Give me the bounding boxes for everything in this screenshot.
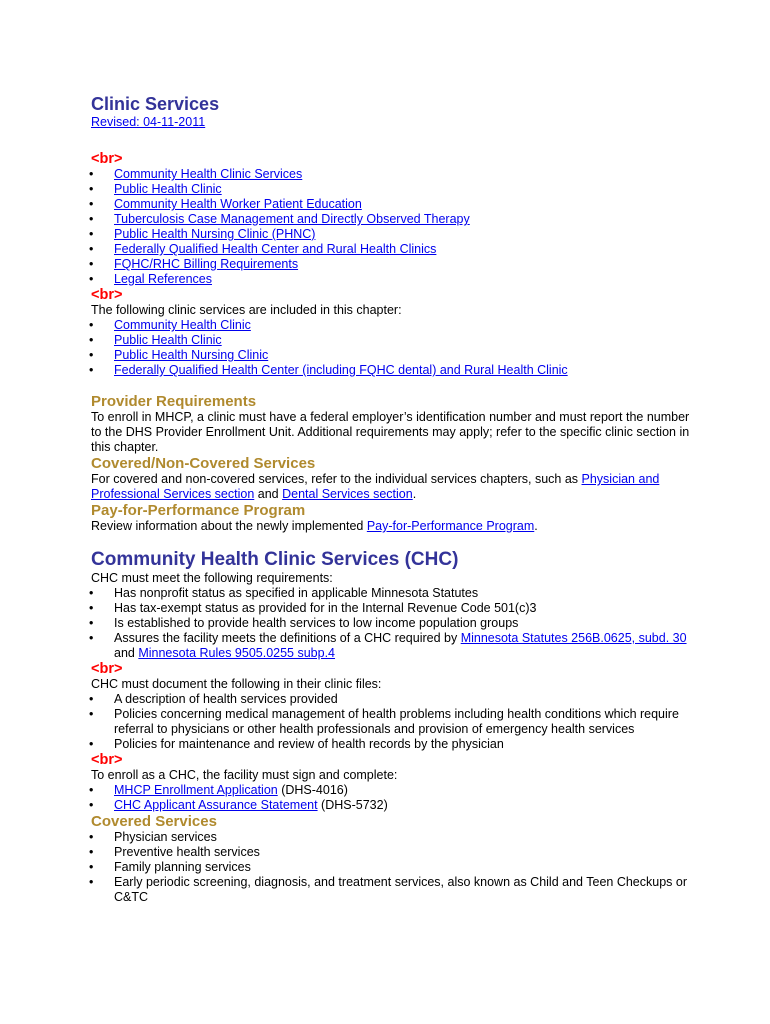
list-item <box>91 586 691 601</box>
list-item <box>91 798 691 813</box>
br-marker: <br> <box>91 752 123 768</box>
text-run: and <box>254 487 283 501</box>
bullet-icon: • <box>89 707 94 721</box>
list-item <box>91 257 691 272</box>
bullet-icon: • <box>89 242 94 256</box>
toc-link[interactable]: Community Health Worker Patient Education <box>114 197 362 211</box>
bullet-icon: • <box>89 860 94 874</box>
covered-noncovered-text <box>91 472 691 502</box>
text-run: . <box>412 487 417 501</box>
toc-link[interactable]: Tuberculosis Case Management and Directly Observed Therapy <box>114 212 470 226</box>
included-link[interactable]: Public Health Nursing Clinic <box>114 348 269 362</box>
bullet-icon: • <box>89 845 94 859</box>
section-heading-p4p: Pay-for-Performance Program <box>91 502 306 519</box>
list-item <box>91 860 691 875</box>
list-item <box>91 242 691 257</box>
chc-heading: Community Health Clinic Services (CHC) <box>91 549 459 570</box>
intro-text: The following clinic services are included in this chapter: <box>91 303 402 317</box>
toc-link[interactable]: Legal References <box>114 272 212 286</box>
list-item <box>91 631 691 661</box>
list-item <box>91 212 691 227</box>
physician-services-link[interactable]: Physician and Professional Services section <box>91 472 660 501</box>
list-item <box>91 363 691 378</box>
bullet-icon: • <box>89 333 94 347</box>
section-heading-covered-noncovered: Covered/Non-Covered Services <box>91 455 316 472</box>
list-item <box>91 348 691 363</box>
list-text: A description of health services provided <box>114 692 338 706</box>
bullet-icon: • <box>89 227 94 241</box>
list-item <box>91 845 691 860</box>
list-text: Is established to provide health services to low income population groups <box>114 616 519 630</box>
chc-req-list <box>91 586 691 661</box>
bullet-icon: • <box>89 257 94 271</box>
list-text: Early periodic screening, diagnosis, and treatment services, also known as Child and Teen Checkups or C&TC <box>114 875 687 904</box>
list-text: (DHS-5732) <box>317 798 388 812</box>
br-marker: <br> <box>91 151 123 167</box>
chc-enroll-list <box>91 783 691 813</box>
text-run: Review information about the newly implemented <box>91 519 367 533</box>
covered-list <box>91 830 691 905</box>
toc-list <box>91 167 691 287</box>
list-text: Family planning services <box>114 860 251 874</box>
p4p-link[interactable]: Pay-for-Performance Program <box>366 519 535 533</box>
list-item <box>91 783 691 798</box>
list-item <box>91 333 691 348</box>
toc-link[interactable]: Federally Qualified Health Center and Rural Health Clinics <box>114 242 437 256</box>
bullet-icon: • <box>89 692 94 706</box>
list-text: Physician services <box>114 830 217 844</box>
text-run: For covered and non-covered services, refer to the individual services chapters, such as <box>91 472 582 486</box>
bullet-icon: • <box>89 616 94 630</box>
enrollment-application-link[interactable]: MHCP Enrollment Application <box>114 783 278 797</box>
toc-link[interactable]: FQHC/RHC Billing Requirements <box>114 257 299 271</box>
list-item <box>91 318 691 333</box>
section-heading-provider: Provider Requirements <box>91 393 257 410</box>
list-item <box>91 227 691 242</box>
dental-services-link[interactable]: Dental Services section <box>282 487 413 501</box>
bullet-icon: • <box>89 167 94 181</box>
bullet-icon: • <box>89 586 94 600</box>
revised-date-link[interactable]: Revised: 04-11-2011 <box>91 115 206 129</box>
bullet-icon: • <box>89 601 94 615</box>
assurance-statement-link[interactable]: CHC Applicant Assurance Statement <box>114 798 318 812</box>
list-item <box>91 707 691 737</box>
bullet-icon: • <box>89 318 94 332</box>
list-item <box>91 272 691 287</box>
bullet-icon: • <box>89 348 94 362</box>
mn-rules-link[interactable]: Minnesota Rules 9505.0255 subp.4 <box>138 646 336 660</box>
bullet-icon: • <box>89 197 94 211</box>
bullet-icon: • <box>89 631 94 645</box>
bullet-icon: • <box>89 182 94 196</box>
included-list <box>91 318 691 378</box>
chc-doc-intro: CHC must document the following in their clinic files: <box>91 677 382 691</box>
list-text: Has nonprofit status as specified in applicable Minnesota Statutes <box>114 586 479 600</box>
text-run: . <box>534 519 538 533</box>
bullet-icon: • <box>89 737 94 751</box>
bullet-icon: • <box>89 272 94 286</box>
list-item <box>91 197 691 212</box>
bullet-icon: • <box>89 783 94 797</box>
bullet-icon: • <box>89 830 94 844</box>
list-item <box>91 830 691 845</box>
chc-enroll-intro: To enroll as a CHC, the facility must sign and complete: <box>91 768 398 782</box>
list-text: and <box>114 646 139 660</box>
p4p-text <box>91 519 691 534</box>
section-heading-covered: Covered Services <box>91 813 217 830</box>
toc-link[interactable]: Public Health Nursing Clinic (PHNC) <box>114 227 316 241</box>
list-text: Has tax-exempt status as provided for in the Internal Revenue Code 501(c)3 <box>114 601 537 615</box>
list-text: Policies for maintenance and review of health records by the physician <box>114 737 504 751</box>
toc-link[interactable]: Community Health Clinic Services <box>114 167 303 181</box>
toc-link[interactable]: Public Health Clinic <box>114 182 222 196</box>
bullet-icon: • <box>89 212 94 226</box>
list-item <box>91 601 691 616</box>
list-text: Policies concerning medical management of health problems including health conditions which require referral to physicians or other health professionals and provision of emergency health services <box>114 707 679 736</box>
included-link[interactable]: Community Health Clinic <box>114 318 251 332</box>
provider-text: To enroll in MHCP, a clinic must have a federal employer’s identification number and must report the number to the DHS Provider Enrollment Unit. Additional requirements may apply; refer to the specific clinic section in this chapter. <box>91 410 690 454</box>
bullet-icon: • <box>89 875 94 889</box>
chc-doc-list <box>91 692 691 752</box>
list-text: (DHS-4016) <box>277 783 348 797</box>
mn-statutes-link[interactable]: Minnesota Statutes 256B.0625, subd. 30 <box>460 631 687 645</box>
page-title: Clinic Services <box>91 94 220 114</box>
list-item <box>91 737 691 752</box>
br-marker: <br> <box>91 287 123 303</box>
included-link[interactable]: Federally Qualified Health Center (including FQHC dental) and Rural Health Clinic <box>114 363 568 377</box>
list-text: Preventive health services <box>114 845 260 859</box>
list-item <box>91 167 691 182</box>
document-page <box>91 93 691 905</box>
list-item <box>91 692 691 707</box>
list-text: Assures the facility meets the definitions of a CHC required by <box>114 631 461 645</box>
bullet-icon: • <box>89 798 94 812</box>
list-item <box>91 616 691 631</box>
list-item <box>91 182 691 197</box>
bullet-icon: • <box>89 363 94 377</box>
chc-req-intro: CHC must meet the following requirements: <box>91 571 333 585</box>
list-item <box>91 875 691 905</box>
included-link[interactable]: Public Health Clinic <box>114 333 222 347</box>
br-marker: <br> <box>91 661 123 677</box>
